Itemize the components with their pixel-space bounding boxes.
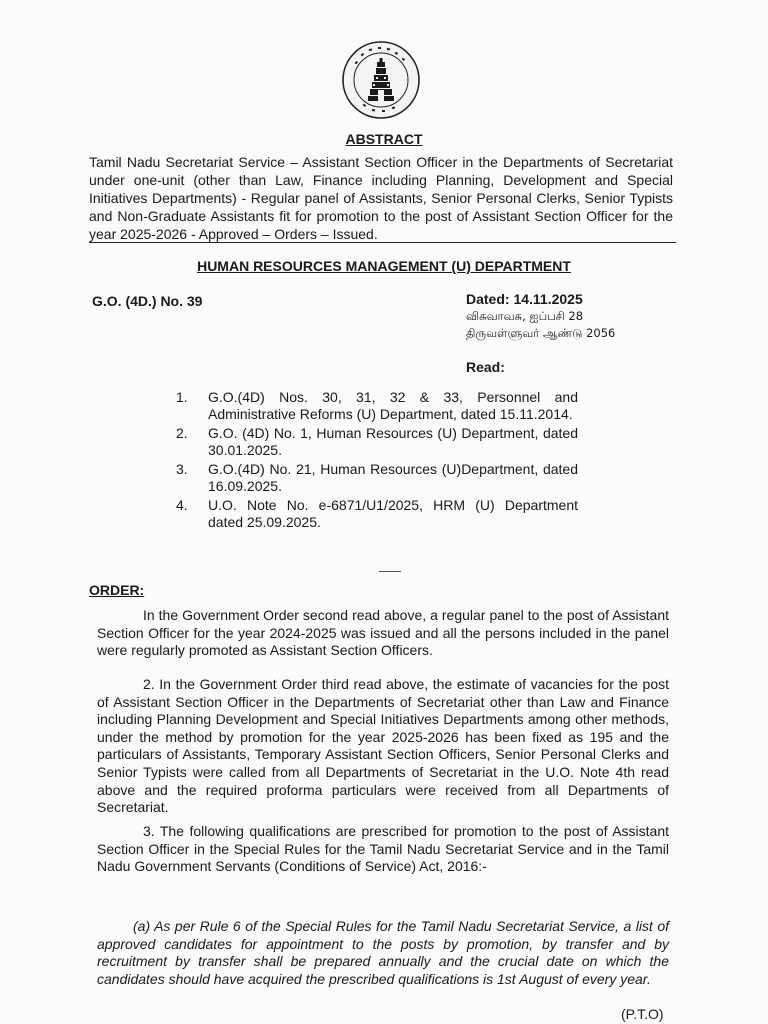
paragraph-text: 2. In the Government Order third read above, the estimate of vacancies for the post of Assistant Section Officer in the Departments of Secretariat other than Law and Finance including Planning Development and Special Initiatives Departments among other methods, under the method by promotion for the year 2025-2026 has been fixed as 195 and the particulars of Assistants, Temporary Assistant Section Officers, Senior Personal Clerks and Senior Typists were called from all Departments of Secretariat in the U.O. Note 4th read above and the required proforma particulars were received from all Departments of Secretariat.: [97, 676, 669, 816]
tamil-date-line-2: திருவள்ளுவர் ஆண்டு 2056: [466, 326, 616, 340]
order-paragraph-3: [97, 823, 669, 876]
emblem-seal-icon: [341, 40, 421, 120]
abstract-heading: ABSTRACT: [345, 131, 423, 147]
reference-number: 3.: [176, 461, 188, 477]
paragraph-text: (a) As per Rule 6 of the Special Rules for the Tamil Nadu Secretariat Service, a list of approved candidates for appointment to the posts by promotion, by transfer and by recruitment by transfer shall be prepared annually and the crucial date on which the candidates should have acquired the prescribed qualifications is 1st August of every year.: [97, 918, 669, 987]
paragraph-text: 3. The following qualifications are prescribed for promotion to the post of Assistant Section Officer in the Special Rules for the Tamil Nadu Secretariat Service and in the Tamil Nadu Government Servants (Conditions of Service) Act, 2016:-: [97, 823, 669, 875]
read-label: Read:: [466, 359, 505, 375]
reference-text: G.O.(4D) No. 21, Human Resources (U)Department, dated 16.09.2025.: [208, 461, 578, 494]
go-number: G.O. (4D.) No. 39: [92, 293, 203, 309]
dated-label: Dated: 14.11.2025: [466, 291, 583, 307]
order-paragraph-1: [97, 607, 669, 660]
reference-number: 1.: [176, 389, 188, 405]
abstract-text: Tamil Nadu Secretariat Service – Assistant Section Officer in the Departments of Secretariat under one-unit (other than Law, Finance including Planning, Development and Special Initiatives Departments) - Regular panel of Assistants, Senior Personal Clerks, Senior Typists and Non-Graduate Assistants fit for promotion to the post of Assistant Section Officer for the year 2025-2026 - Approved – Orders – Issued.: [89, 154, 673, 242]
department-heading: HUMAN RESOURCES MANAGEMENT (U) DEPARTMENT: [197, 258, 571, 274]
reference-item: [176, 389, 578, 423]
reference-number: 4.: [176, 497, 188, 513]
paragraph-text: In the Government Order second read above, a regular panel to the post of Assistant Section Officer for the year 2024-2025 was issued and all the persons included in the panel were regularly promoted as Assistant Section Officers.: [97, 607, 669, 659]
reference-text: U.O. Note No. e-6871/U1/2025, HRM (U) Department dated 25.09.2025.: [208, 497, 578, 530]
reference-item: [176, 425, 578, 459]
divider: [89, 242, 676, 243]
dated-block: [466, 291, 615, 342]
order-heading: ORDER:: [89, 582, 145, 598]
reference-text: G.O.(4D) Nos. 30, 31, 32 & 33, Personnel and Administrative Reforms (U) Department, dated 15.11.2014.: [208, 389, 578, 422]
reference-text: G.O. (4D) No. 1, Human Resources (U) Department, dated 30.01.2025.: [208, 425, 578, 458]
order-paragraph-2: [97, 676, 669, 817]
section-separator: [379, 571, 401, 572]
reference-list: [176, 389, 578, 533]
reference-number: 2.: [176, 425, 188, 441]
tamil-nadu-emblem: [341, 40, 421, 120]
reference-item: [176, 461, 578, 495]
tamil-date-line-1: விசுவாவசு, ஐப்பசி 28: [466, 309, 584, 323]
reference-item: [176, 497, 578, 531]
page-turn-over-note: (P.T.O): [621, 1006, 664, 1022]
order-paragraph-3a: [97, 918, 669, 988]
